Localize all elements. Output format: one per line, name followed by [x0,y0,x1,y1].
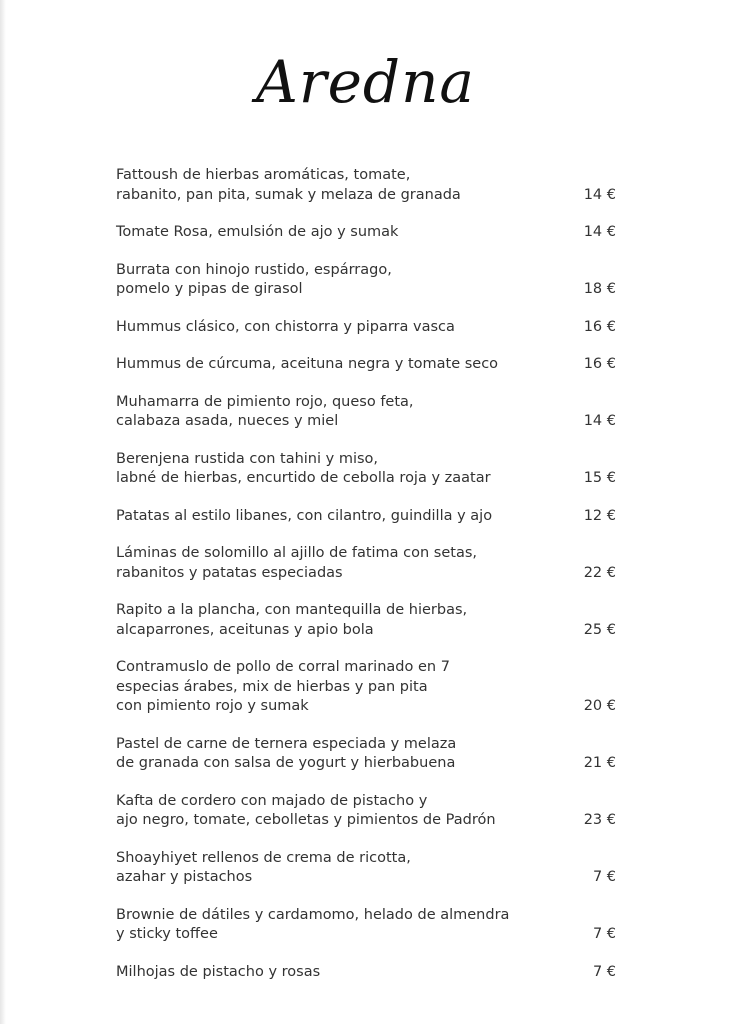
menu-item-price: 12 € [583,507,616,524]
menu-item-description [116,261,556,300]
menu-item-description-line: labné de hierbas, encurtido de cebolla roja y zaatar [116,470,491,486]
menu-item [116,393,616,432]
menu-item-description-line: de granada con salsa de yogurt y hierbabuena [116,755,456,771]
menu-item-description-line: Fattoush de hierbas aromáticas, tomate, [116,167,411,183]
menu-item-description-line: Tomate Rosa, emulsión de ajo y sumak [116,224,399,240]
menu-item [116,735,616,774]
page-edge-shadow [0,0,6,1024]
menu-item-description [116,601,556,640]
menu-item-price: 14 € [583,186,616,203]
menu-item [116,507,616,527]
menu-item-description-line: calabaza asada, nueces y miel [116,413,339,429]
menu-item-price: 14 € [583,413,616,429]
menu-item-description-line: Burrata con hinojo rustido, espárrago, [116,261,392,278]
menu-item-price: 15 € [583,470,616,486]
restaurant-logo-title: Aredna [256,48,475,116]
menu-item [116,261,616,300]
menu-item [116,963,616,983]
menu-item-description-line: pomelo y pipas de girasol [116,281,303,297]
menu-item-description-line: Hummus de cúrcuma, aceituna negra y tomate seco [116,356,499,372]
menu-item-description [116,318,556,338]
menu-item [116,223,616,243]
menu-item-description-line: Kafta de cordero con majado de pistacho y [116,792,428,809]
menu-item [116,849,616,888]
menu-item-description-line: rabanitos y patatas especiadas [116,564,343,581]
menu-item-description-line: Pastel de carne de ternera especiada y melaza [116,735,457,752]
menu-item-price: 7 € [592,869,616,885]
menu-item-description-line: azahar y pistachos [116,869,253,885]
menu-item-price: 7 € [592,963,616,980]
menu-item-description [116,355,556,375]
menu-item-price: 18 € [583,281,616,297]
menu-item-description [116,166,556,205]
menu-item-description [116,393,556,432]
menu-item-description-line: especias árabes, mix de hierbas y pan pita [116,678,428,695]
menu-item-description-line: Láminas de solomillo al ajillo de fatima con setas, [116,545,478,561]
menu-item-description [116,906,556,945]
menu-item [116,601,616,640]
menu-item-description-line: Contramuslo de pollo de corral marinado en 7 [116,659,450,675]
menu-item-description [116,658,556,717]
menu-item-price: 14 € [583,224,616,240]
menu-item [116,450,616,489]
menu-item-description-line: Shoayhiyet rellenos de crema de ricotta, [116,849,411,866]
menu-item [116,544,616,583]
menu-item-description-line: Patatas al estilo libanes, con cilantro, guindilla y ajo [116,507,493,524]
menu-item-description-line: rabanito, pan pita, sumak y melaza de granada [116,186,461,203]
menu-item-description [116,849,556,888]
menu-item-description [116,792,556,831]
menu-item-description-line: Rapito a la plancha, con mantequilla de hierbas, [116,602,468,618]
menu-item-description [116,544,556,583]
menu-item-description-line: Milhojas de pistacho y rosas [116,963,321,980]
menu-item-description [116,450,556,489]
menu-item-price: 20 € [583,698,616,714]
menu-item-description-line: Brownie de dátiles y cardamomo, helado de almendra [116,906,510,923]
menu-item-price: 16 € [583,318,616,335]
menu-item-description-line: con pimiento rojo y sumak [116,698,309,714]
menu-item-description-line: y sticky toffee [116,926,218,942]
menu-item-price: 7 € [592,926,616,942]
menu-item-price: 21 € [583,755,616,771]
menu-item [116,355,616,375]
menu-item-description [116,507,556,527]
menu-item [116,906,616,945]
menu-item [116,792,616,831]
menu-item-description-line: ajo negro, tomate, cebolletas y pimientos de Padrón [116,812,496,828]
menu-item-description [116,223,556,243]
menu-list [116,166,616,1000]
menu-item [116,658,616,717]
menu-item-price: 23 € [583,812,616,828]
menu-item-description [116,963,556,983]
menu-item-description-line: alcaparrones, aceitunas y apio bola [116,621,374,638]
menu-item-description-line: Muhamarra de pimiento rojo, queso feta, [116,393,414,410]
menu-item [116,166,616,205]
menu-item-price: 25 € [583,621,616,638]
menu-item-price: 16 € [583,356,616,372]
menu-item [116,318,616,338]
menu-item-description [116,735,556,774]
menu-item-price: 22 € [583,564,616,581]
menu-item-description-line: Berenjena rustida con tahini y miso, [116,450,379,467]
menu-item-description-line: Hummus clásico, con chistorra y piparra vasca [116,318,455,335]
